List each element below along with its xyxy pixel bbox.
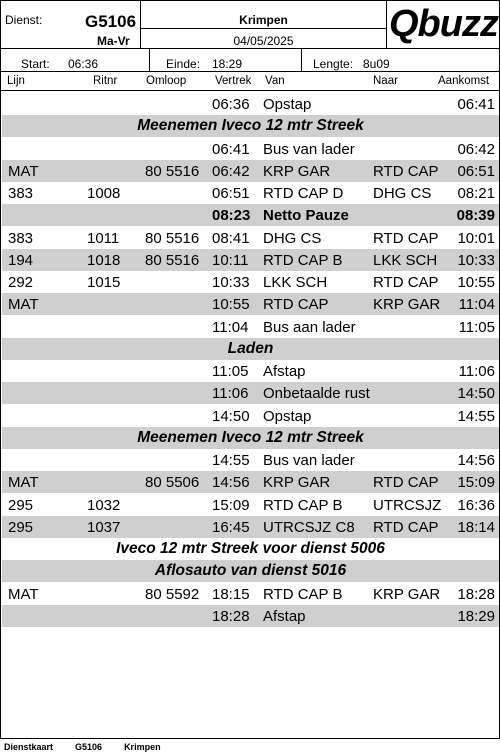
section-row — [2, 338, 499, 360]
header-divider — [1, 48, 499, 49]
cell-vertrek: 18:15 — [212, 585, 250, 603]
cell-aankomst: 15:09 — [457, 474, 495, 492]
cell-lijn: 194 — [8, 251, 34, 269]
footer-label: Dienstkaart — [4, 742, 54, 752]
dienst-label: Dienst: — [5, 13, 43, 27]
col-naar: Naar — [373, 75, 398, 87]
cell-vertrek: 11:06 — [212, 385, 249, 403]
location-title: Krimpen — [239, 13, 288, 27]
cell-aankomst: 10:01 — [457, 229, 495, 247]
einde-value: 18:29 — [212, 57, 243, 71]
cell-vertrek: 15:09 — [212, 496, 250, 514]
section-row — [2, 427, 499, 449]
section-row — [2, 538, 499, 560]
cell-ritnr: 1015 — [87, 274, 121, 291]
table-row — [2, 405, 499, 427]
einde-label: Einde: — [166, 57, 201, 71]
cell-vertrek: 16:45 — [212, 518, 250, 536]
cell-van: Netto Pauze — [263, 207, 349, 225]
cell-van: LKK SCH — [263, 274, 328, 291]
table-row — [2, 182, 499, 204]
table-row — [2, 160, 499, 182]
start-value: 06:36 — [68, 57, 99, 71]
cell-aankomst: 16:36 — [457, 496, 495, 514]
cell-lijn: MAT — [8, 296, 39, 314]
cell-vertrek: 11:05 — [212, 363, 249, 380]
section-row — [2, 560, 499, 582]
cell-vertrek: 14:56 — [212, 474, 250, 492]
start-label: Start: — [21, 57, 50, 71]
dienst-code: G5106 — [85, 12, 137, 31]
table-row — [2, 316, 499, 338]
cell-lijn: MAT — [8, 162, 39, 180]
footer-code: G5106 — [75, 742, 103, 752]
cell-aankomst: 10:55 — [457, 274, 495, 291]
cell-aankomst: 11:05 — [458, 318, 495, 336]
table-row — [2, 449, 499, 471]
cell-naar: KRP GAR — [373, 296, 441, 314]
cell-vertrek: 06:42 — [212, 162, 250, 180]
cell-van: Opstap — [263, 96, 312, 113]
cell-van: RTD CAP B — [263, 251, 343, 269]
cell-van: RTD CAP B — [263, 585, 343, 603]
info-divider — [301, 49, 302, 71]
cell-lijn: MAT — [8, 474, 39, 492]
table-row — [2, 360, 499, 382]
cell-vertrek: 08:23 — [212, 207, 251, 225]
table-row — [2, 516, 499, 538]
cell-aankomst: 14:55 — [457, 407, 495, 425]
cell-van: KRP GAR — [263, 162, 331, 180]
table-row — [2, 249, 499, 271]
cell-ritnr: 1037 — [87, 518, 121, 536]
cell-vertrek: 14:55 — [212, 452, 250, 469]
table-row — [2, 293, 499, 315]
cell-omloop: 80 5592 — [145, 585, 200, 603]
cell-van: Afstap — [263, 607, 306, 625]
cell-van: Afstap — [263, 363, 306, 380]
table-row — [2, 605, 499, 627]
cell-naar: RTD CAP — [373, 229, 439, 247]
cell-ritnr: 1032 — [87, 496, 121, 514]
cell-aankomst: 14:56 — [457, 452, 495, 469]
cell-van: DHG CS — [263, 229, 322, 247]
qbuzz-logo: Qbuzz — [389, 3, 498, 45]
cell-ritnr: 1018 — [87, 251, 121, 269]
dienst-days: Ma-Vr — [97, 34, 130, 48]
cell-van: KRP GAR — [263, 474, 331, 492]
cell-omloop: 80 5516 — [145, 162, 200, 180]
section-title: Aflosauto van dienst 5016 — [154, 562, 347, 580]
lengte-value: 8u09 — [363, 57, 390, 71]
table-row — [2, 382, 499, 404]
cell-van: RTD CAP — [263, 296, 329, 314]
cell-aankomst: 06:42 — [457, 140, 495, 158]
cell-ritnr: 1011 — [87, 229, 120, 247]
cell-naar: RTD CAP — [373, 274, 439, 291]
cell-naar: UTRCSJZ — [373, 496, 442, 514]
table-row — [2, 471, 499, 493]
cell-van: Bus van lader — [263, 452, 355, 469]
cell-aankomst: 18:14 — [457, 518, 495, 536]
cell-lijn: 383 — [8, 229, 34, 247]
cell-lijn: 292 — [8, 274, 34, 291]
cell-vertrek: 06:41 — [212, 140, 250, 158]
section-title: Laden — [227, 339, 274, 357]
cell-van: UTRCSJZ C8 — [263, 518, 355, 536]
cell-vertrek: 10:55 — [212, 296, 250, 314]
col-omloop: Omloop — [146, 75, 187, 87]
cell-vertrek: 08:41 — [212, 229, 250, 247]
cell-van: Bus aan lader — [263, 318, 356, 336]
cell-ritnr: 1008 — [87, 185, 121, 202]
col-ritnr: Ritnr — [93, 75, 118, 87]
cell-vertrek: 10:11 — [212, 251, 249, 269]
cell-vertrek: 10:33 — [212, 274, 250, 291]
section-title: Meenemen Iveco 12 mtr Streek — [137, 117, 364, 135]
cell-van: Bus van lader — [263, 140, 355, 158]
col-aankomst: Aankomst — [438, 75, 490, 87]
duty-date: 04/05/2025 — [233, 34, 294, 48]
col-van: Van — [265, 75, 285, 87]
cell-naar: RTD CAP — [373, 162, 439, 180]
table-row — [2, 494, 499, 516]
cell-vertrek: 18:28 — [212, 607, 250, 625]
section-title: Iveco 12 mtr Streek voor dienst 5006 — [116, 540, 385, 557]
cell-lijn: 383 — [8, 185, 34, 202]
table-row — [2, 138, 499, 160]
cell-vertrek: 14:50 — [212, 407, 250, 425]
table-row — [2, 204, 499, 226]
cell-lijn: 295 — [8, 496, 34, 514]
cell-van: RTD CAP D — [263, 185, 344, 202]
cell-van: Onbetaalde rust — [263, 385, 370, 403]
header-divider — [141, 28, 386, 29]
section-title: Meenemen Iveco 12 mtr Streek — [137, 428, 364, 446]
cell-lijn: MAT — [8, 585, 39, 603]
section-row — [2, 115, 499, 137]
cell-aankomst: 10:33 — [457, 251, 495, 269]
col-vertrek: Vertrek — [215, 75, 252, 87]
table-row — [2, 271, 499, 293]
cell-omloop: 80 5516 — [145, 251, 200, 269]
cell-naar: KRP GAR — [373, 585, 441, 603]
cell-omloop: 80 5506 — [145, 474, 200, 492]
column-header-divider — [1, 90, 499, 91]
info-divider — [1, 71, 499, 72]
header-divider — [386, 1, 387, 48]
cell-aankomst: 11:04 — [458, 296, 495, 314]
cell-vertrek: 06:36 — [212, 96, 250, 113]
footer — [4, 742, 183, 752]
table-row — [2, 93, 499, 115]
cell-aankomst: 08:39 — [456, 207, 495, 225]
cell-vertrek: 11:04 — [212, 318, 249, 336]
cell-van: Opstap — [263, 407, 312, 425]
cell-naar: DHG CS — [373, 185, 432, 202]
footer-location: Krimpen — [124, 742, 161, 752]
cell-lijn: 295 — [8, 518, 34, 536]
cell-aankomst: 08:21 — [457, 185, 495, 202]
cell-aankomst: 06:41 — [457, 96, 495, 113]
cell-vertrek: 06:51 — [212, 185, 250, 202]
cell-aankomst: 11:06 — [458, 363, 495, 380]
col-lijn: Lijn — [7, 75, 25, 87]
cell-aankomst: 14:50 — [457, 385, 495, 403]
lengte-label: Lengte: — [313, 57, 354, 71]
cell-aankomst: 18:29 — [457, 607, 495, 625]
cell-naar: LKK SCH — [373, 251, 438, 269]
cell-naar: RTD CAP — [373, 518, 439, 536]
table-row — [2, 583, 499, 605]
cell-aankomst: 18:28 — [457, 585, 495, 603]
cell-aankomst: 06:51 — [457, 162, 495, 180]
cell-van: RTD CAP B — [263, 496, 343, 514]
table-row — [2, 227, 499, 249]
info-divider — [149, 49, 150, 71]
cell-omloop: 80 5516 — [145, 229, 200, 247]
cell-naar: RTD CAP — [373, 474, 439, 492]
